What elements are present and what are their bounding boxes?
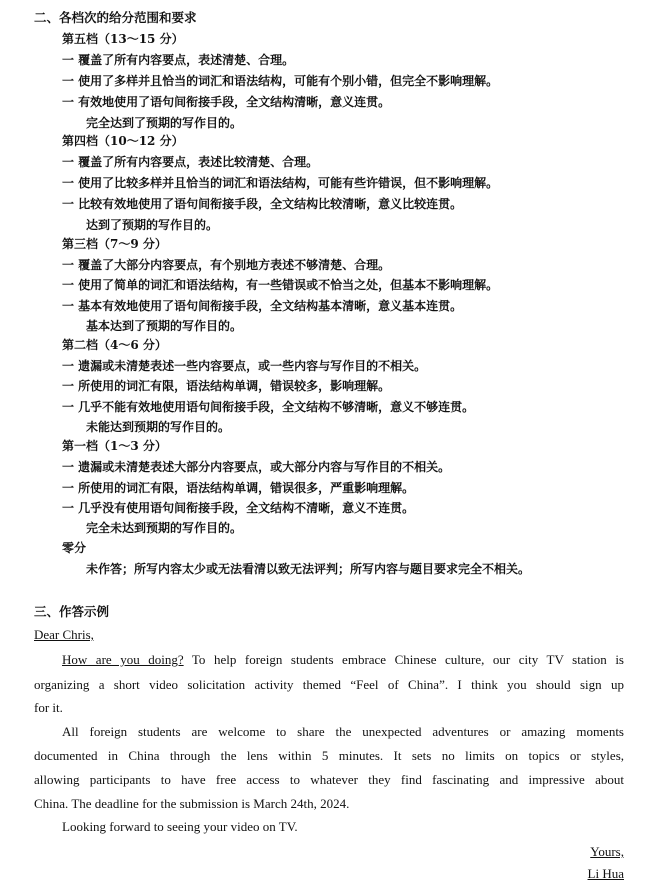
tier-tail: 达到了预期的写作目的。	[86, 218, 219, 232]
tier-title: 第五档（13～15 分）	[62, 32, 184, 46]
zero-title: 零分	[62, 541, 87, 555]
letter-line	[62, 652, 624, 668]
letter-text: To help foreign students embrace Chinese culture, our city TV station is	[183, 652, 624, 667]
tier-item: 一 使用了多样并且恰当的词汇和语法结构，可能有个别小错，但完全不影响理解。	[62, 74, 499, 88]
letter-line: documented in China through the lens within 5 minutes. It sets no limits on topics or styles,	[34, 748, 624, 763]
tier-item: 一 覆盖了大部分内容要点，有个别地方表述不够清楚、合理。	[62, 258, 391, 272]
tier-tail: 基本达到了预期的写作目的。	[86, 319, 243, 333]
zero-text: 未作答；所写内容太少或无法看清以致无法评判；所写内容与题目要求完全不相关。	[86, 562, 531, 576]
section-heading: 三、作答示例	[34, 604, 110, 619]
salutation: Dear Chris,	[34, 627, 94, 642]
tier-item: 一 几乎不能有效地使用语句间衔接手段，全文结构不够清晰，意义不够连贯。	[62, 400, 475, 414]
tier-item: 一 所使用的词汇有限，语法结构单调，错误很多，严重影响理解。	[62, 481, 415, 495]
tier-item: 一 遗漏或未清楚表述大部分内容要点，或大部分内容与写作目的不相关。	[62, 460, 451, 474]
tier-item: 一 使用了比较多样并且恰当的词汇和语法结构，可能有些许错误，但不影响理解。	[62, 176, 499, 190]
tier-title: 第二档（4～6 分）	[62, 338, 167, 352]
tier-item: 一 使用了简单的词汇和语法结构，有一些错误或不恰当之处，但基本不影响理解。	[62, 278, 499, 292]
tier-item: 一 有效地使用了语句间衔接手段，全文结构清晰，意义连贯。	[62, 95, 391, 109]
underlined-phrase: How are you doing?	[62, 652, 184, 667]
tier-item: 一 覆盖了所有内容要点，表述比较清楚、合理。	[62, 155, 319, 169]
tier-item: 一 遗漏或未清楚表述一些内容要点，或一些内容与写作目的不相关。	[62, 359, 427, 373]
tier-title: 第一档（1～3 分）	[62, 439, 167, 453]
signature: Li Hua	[587, 866, 624, 881]
closing: Yours,	[590, 844, 624, 859]
letter-line: organizing a short video solicitation activity themed “Feel of China”. I think you should sign up	[34, 677, 624, 692]
tier-tail: 完全未达到预期的写作目的。	[86, 521, 243, 535]
tier-tail: 未能达到预期的写作目的。	[86, 420, 231, 434]
tier-title: 第三档（7～9 分）	[62, 237, 167, 251]
tier-item: 一 基本有效地使用了语句间衔接手段，全文结构基本清晰，意义基本连贯。	[62, 299, 463, 313]
tier-item: 一 几乎没有使用语句间衔接手段，全文结构不清晰，意义不连贯。	[62, 501, 415, 515]
tier-item: 一 比较有效地使用了语句间衔接手段，全文结构比较清晰，意义比较连贯。	[62, 197, 463, 211]
tier-tail: 完全达到了预期的写作目的。	[86, 116, 243, 130]
section-heading: 二、各档次的给分范围和要求	[34, 10, 197, 25]
letter-line: for it.	[34, 700, 63, 715]
letter-line: Looking forward to seeing your video on TV.	[62, 819, 298, 834]
tier-item: 一 覆盖了所有内容要点，表述清楚、合理。	[62, 53, 295, 67]
letter-line: All foreign students are welcome to share the unexpected adventures or amazing moments	[62, 724, 624, 739]
letter-line: China. The deadline for the submission is March 24th, 2024.	[34, 796, 350, 811]
letter-line: allowing participants to have free access to whatever they find fascinating and impressive about	[34, 772, 624, 787]
tier-item: 一 所使用的词汇有限，语法结构单调，错误较多，影响理解。	[62, 379, 391, 393]
tier-title: 第四档（10～12 分）	[62, 134, 184, 148]
